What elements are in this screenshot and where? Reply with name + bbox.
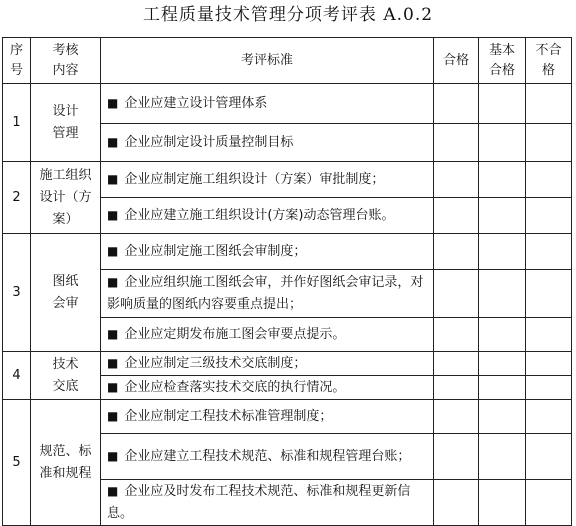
criterion: ■ 企业应检查落实技术交底的执行情况。: [101, 376, 434, 400]
fail-cell[interactable]: [526, 124, 572, 162]
basic-cell[interactable]: [479, 84, 526, 124]
bullet-icon: ■: [107, 275, 119, 289]
basic-cell[interactable]: [479, 352, 526, 376]
bullet-icon: ■: [107, 356, 119, 370]
criterion: ■ 企业应建立工程技术规范、标准和规程管理台账；: [101, 434, 434, 480]
table-row: [3, 234, 572, 270]
criterion: ■ 企业应组织施工图纸会审，并作好图纸会审记录，对影响质量的图纸内容要重点提出；: [101, 270, 434, 318]
bullet-icon: ■: [107, 327, 119, 341]
criterion: ■ 企业应制定施工组织设计（方案）审批制度；: [101, 162, 434, 198]
bullet-icon: ■: [107, 96, 119, 110]
row-number: 3: [3, 234, 31, 352]
evaluation-table: [2, 37, 572, 526]
basic-cell[interactable]: [479, 234, 526, 270]
basic-cell[interactable]: [479, 198, 526, 234]
header-item: 考核内容: [31, 38, 101, 84]
bullet-icon: ■: [107, 449, 119, 463]
fail-cell[interactable]: [526, 162, 572, 198]
assessment-item: 施工组织设计（方案）: [31, 162, 101, 234]
header-criteria: 考评标准: [101, 38, 434, 84]
header-row: [3, 38, 572, 84]
basic-cell[interactable]: [479, 318, 526, 352]
header-fail: 不合格: [526, 38, 572, 84]
criterion: ■ 企业应定期发布施工图会审要点提示。: [101, 318, 434, 352]
basic-cell[interactable]: [479, 434, 526, 480]
fail-cell[interactable]: [526, 376, 572, 400]
pass-cell[interactable]: [434, 198, 479, 234]
basic-cell[interactable]: [479, 480, 526, 526]
row-number: 4: [3, 352, 31, 400]
header-basic: 基本合格: [479, 38, 526, 84]
criterion: ■ 企业应及时发布工程技术规范、标准和规程更新信息。: [101, 480, 434, 526]
pass-cell[interactable]: [434, 162, 479, 198]
basic-cell[interactable]: [479, 270, 526, 318]
pass-cell[interactable]: [434, 318, 479, 352]
criterion: ■ 企业应制定设计质量控制目标: [101, 124, 434, 162]
header-no: 序号: [3, 38, 31, 84]
bullet-icon: ■: [107, 172, 119, 186]
basic-cell[interactable]: [479, 376, 526, 400]
basic-cell[interactable]: [479, 162, 526, 198]
fail-cell[interactable]: [526, 400, 572, 434]
fail-cell[interactable]: [526, 318, 572, 352]
fail-cell[interactable]: [526, 198, 572, 234]
fail-cell[interactable]: [526, 434, 572, 480]
assessment-item: 图纸会审: [31, 234, 101, 352]
row-number: 2: [3, 162, 31, 234]
fail-cell[interactable]: [526, 84, 572, 124]
fail-cell[interactable]: [526, 352, 572, 376]
pass-cell[interactable]: [434, 270, 479, 318]
pass-cell[interactable]: [434, 352, 479, 376]
pass-cell[interactable]: [434, 400, 479, 434]
pass-cell[interactable]: [434, 124, 479, 162]
pass-cell[interactable]: [434, 234, 479, 270]
row-number: 1: [3, 84, 31, 162]
row-number: 5: [3, 400, 31, 526]
assessment-item: 规范、标准和规程: [31, 400, 101, 526]
criterion: ■ 企业应制定施工图纸会审制度；: [101, 234, 434, 270]
pass-cell[interactable]: [434, 376, 479, 400]
bullet-icon: ■: [107, 135, 119, 149]
bullet-icon: ■: [107, 380, 119, 394]
pass-cell[interactable]: [434, 84, 479, 124]
basic-cell[interactable]: [479, 400, 526, 434]
fail-cell[interactable]: [526, 480, 572, 526]
bullet-icon: ■: [107, 208, 119, 222]
assessment-item: 技术交底: [31, 352, 101, 400]
criterion: ■ 企业应制定工程技术标准管理制度；: [101, 400, 434, 434]
basic-cell[interactable]: [479, 124, 526, 162]
bullet-icon: ■: [107, 244, 119, 258]
fail-cell[interactable]: [526, 270, 572, 318]
table-row: [3, 84, 572, 124]
document-title: 工程质量技术管理分项考评表 A.0.2: [142, 5, 434, 25]
criterion: ■ 企业应制定三级技术交底制度；: [101, 352, 434, 376]
bullet-icon: ■: [107, 409, 119, 423]
table-row: [3, 352, 572, 376]
assessment-item: 设计管理: [31, 84, 101, 162]
table-row: [3, 400, 572, 434]
pass-cell[interactable]: [434, 480, 479, 526]
pass-cell[interactable]: [434, 434, 479, 480]
table-row: [3, 162, 572, 198]
fail-cell[interactable]: [526, 234, 572, 270]
bullet-icon: ■: [107, 484, 119, 498]
criterion: ■ 企业应建立设计管理体系: [101, 84, 434, 124]
criterion: ■ 企业应建立施工组织设计(方案)动态管理台账。: [101, 198, 434, 234]
header-pass: 合格: [434, 38, 479, 84]
